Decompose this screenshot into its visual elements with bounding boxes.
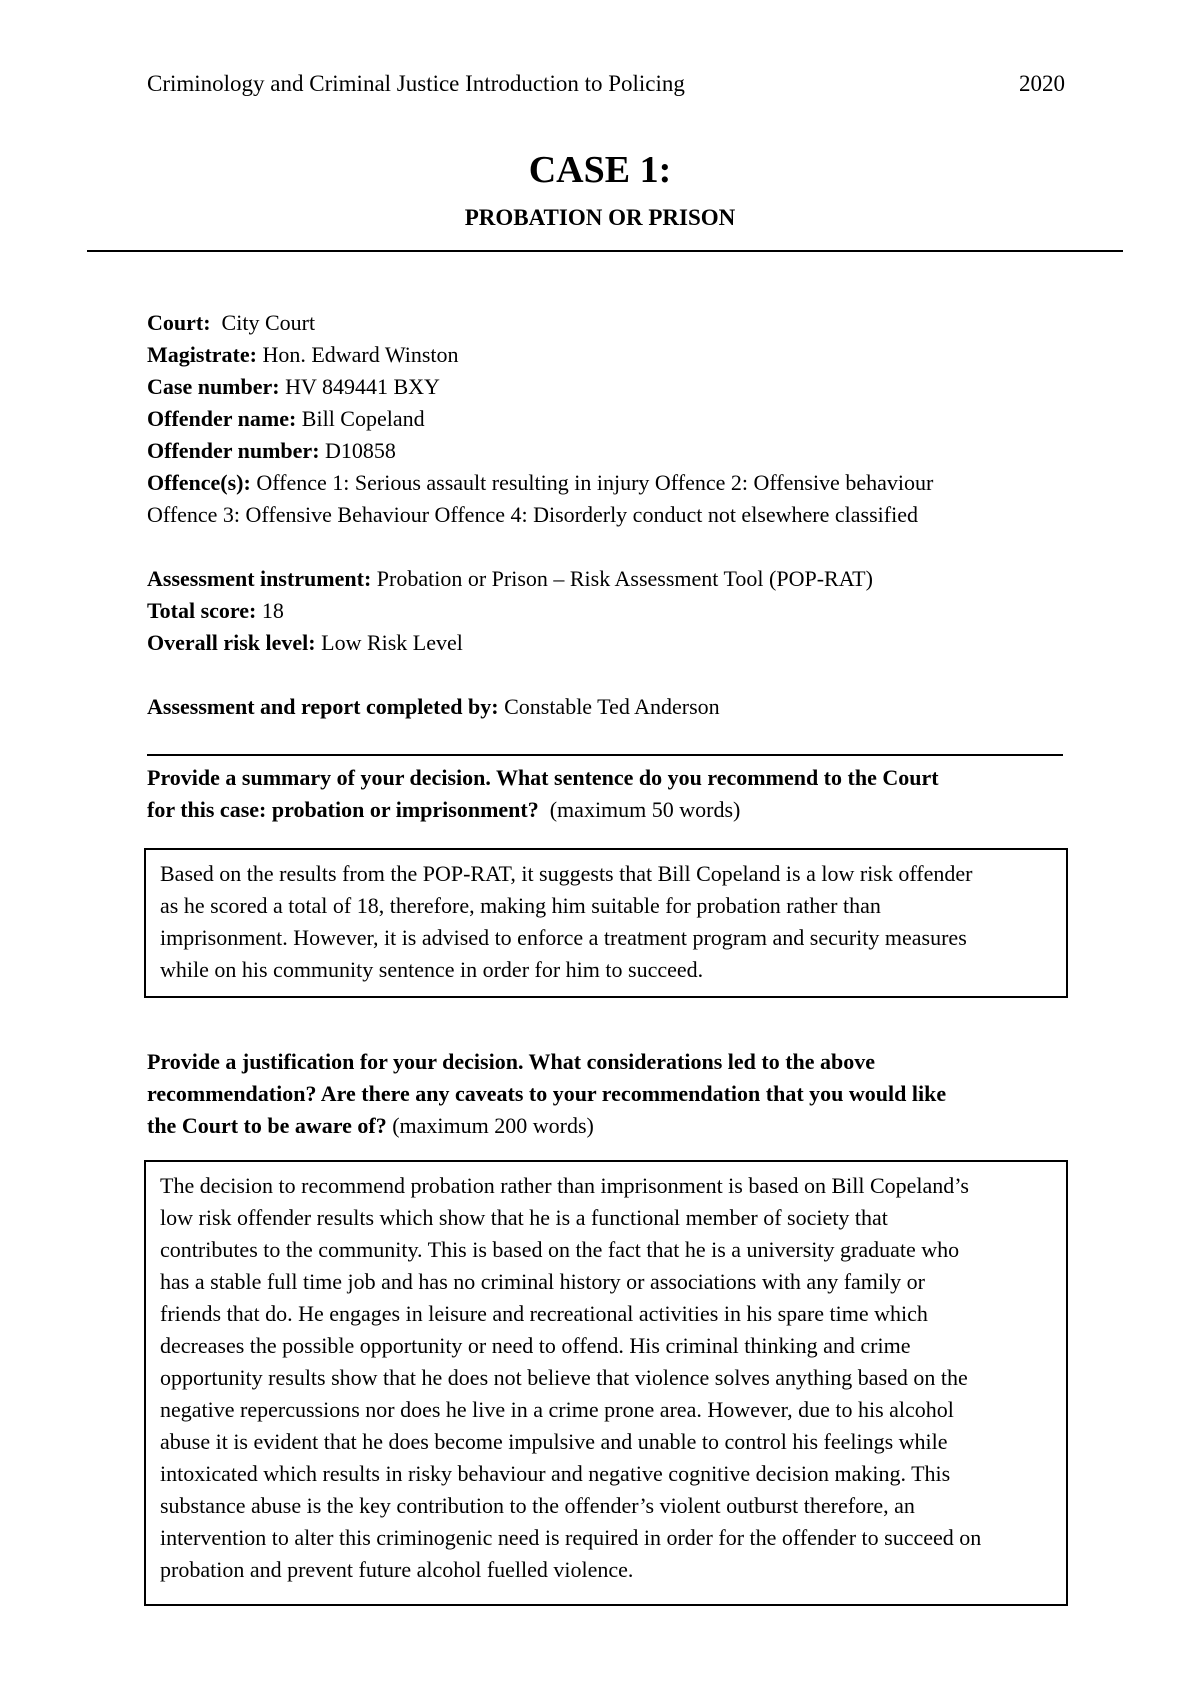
offender-number-label: Offender number: [147, 438, 320, 463]
summary-question-line-1 [147, 762, 1077, 794]
justification-answer-line: intoxicated which results in risky behaviour and negative cognitive decision making. This [160, 1461, 951, 1486]
risk-level-value: Low Risk Level [321, 630, 463, 655]
justification-answer-line: intervention to alter this criminogenic need is required in order for the offender to succeed on [160, 1525, 982, 1550]
justification-word-limit: (maximum 200 words) [392, 1113, 594, 1138]
case-number-value: HV 849441 BXY [285, 374, 440, 399]
offences-line-1: Offence 1: Serious assault resulting in injury Offence 2: Offensive behaviour [256, 470, 934, 495]
header-course-title: Criminology and Criminal Justice Introduction to Policing [147, 71, 685, 96]
justification-answer-line: has a stable full time job and has no criminal history or associations with any family or [160, 1269, 925, 1294]
justification-answer-line: probation and prevent future alcohol fuelled violence. [160, 1557, 634, 1582]
title-divider [87, 250, 1123, 252]
risk-level-label: Overall risk level: [147, 630, 316, 655]
spacer [147, 659, 1077, 691]
justification-answer-line: abuse it is evident that he does become impulsive and unable to control his feelings while [160, 1429, 948, 1454]
justification-answer-box[interactable] [144, 1160, 1068, 1606]
offences-row [147, 467, 1077, 499]
summary-answer-line: Based on the results from the POP-RAT, it suggests that Bill Copeland is a low risk offender [160, 861, 973, 886]
header-year: 2020 [1019, 71, 1065, 96]
justification-answer-line: low risk offender results which show that he is a functional member of society that [160, 1205, 888, 1230]
offender-name-value: Bill Copeland [301, 406, 425, 431]
offender-number-row [147, 435, 1077, 467]
justification-answer-line: negative repercussions nor does he live in a crime prone area. However, due to his alcohol [160, 1397, 954, 1422]
completed-by-row [147, 691, 1077, 723]
justification-question-text-2: recommendation? Are there any caveats to your recommendation that you would like [147, 1081, 947, 1106]
summary-answer-line: while on his community sentence in order for him to succeed. [160, 957, 704, 982]
justification-answer-line: decreases the possible opportunity or need to offend. His criminal thinking and crime [160, 1333, 911, 1358]
page-header [147, 70, 1065, 98]
justification-answer-line: The decision to recommend probation rather than imprisonment is based on Bill Copeland’s [160, 1173, 969, 1198]
instrument-value: Probation or Prison – Risk Assessment Tool (POP-RAT) [376, 566, 873, 591]
summary-word-limit: (maximum 50 words) [549, 797, 741, 822]
magistrate-row [147, 339, 1077, 371]
case-number-label: Case number: [147, 374, 280, 399]
case-title: CASE 1: [528, 149, 672, 191]
justification-answer-line: substance abuse is the key contribution to the offender’s violent outburst therefore, an [160, 1493, 915, 1518]
total-score-label: Total score: [147, 598, 257, 623]
court-value: City Court [221, 310, 316, 335]
court-row [147, 307, 1077, 339]
summary-question [147, 762, 1077, 826]
justification-question-line-2 [147, 1078, 1077, 1110]
summary-question-text-2: for this case: probation or imprisonment? [147, 797, 539, 822]
justification-answer-line: opportunity results show that he does not believe that violence solves anything based on the [160, 1365, 968, 1390]
section-divider [147, 754, 1063, 756]
offender-number-value: D10858 [325, 438, 396, 463]
total-score-row [147, 595, 1077, 627]
offences-line-2: Offence 3: Offensive Behaviour Offence 4: Disorderly conduct not elsewhere classified [147, 502, 918, 527]
justification-question [147, 1046, 1077, 1142]
justification-answer-line: contributes to the community. This is based on the fact that he is a university graduate who [160, 1237, 960, 1262]
court-label: Court: [147, 310, 211, 335]
summary-answer-line: as he scored a total of 18, therefore, making him suitable for probation rather than [160, 893, 881, 918]
case-number-row [147, 371, 1077, 403]
instrument-label: Assessment instrument: [147, 566, 372, 591]
completed-by-label: Assessment and report completed by: [147, 694, 499, 719]
justification-question-text-1: Provide a justification for your decision. What considerations led to the above [147, 1049, 876, 1074]
spacer [147, 531, 1077, 563]
case-details [147, 307, 1077, 723]
instrument-row [147, 563, 1077, 595]
summary-question-line-2 [147, 794, 1077, 826]
offender-name-row [147, 403, 1077, 435]
total-score-value: 18 [261, 598, 284, 623]
offender-name-label: Offender name: [147, 406, 297, 431]
completed-by-value: Constable Ted Anderson [504, 694, 720, 719]
risk-level-row [147, 627, 1077, 659]
justification-answer-line: friends that do. He engages in leisure and recreational activities in his spare time which [160, 1301, 928, 1326]
summary-question-text-1: Provide a summary of your decision. What sentence do you recommend to the Court [147, 765, 939, 790]
magistrate-label: Magistrate: [147, 342, 257, 367]
summary-answer-box[interactable] [144, 848, 1068, 998]
offences-label: Offence(s): [147, 470, 251, 495]
magistrate-value: Hon. Edward Winston [262, 342, 459, 367]
justification-question-line-3 [147, 1110, 1077, 1142]
justification-question-line-1 [147, 1046, 1077, 1078]
summary-answer-line: imprisonment. However, it is advised to enforce a treatment program and security measures [160, 925, 967, 950]
case-subtitle: PROBATION OR PRISON [464, 205, 736, 230]
justification-question-text-3: the Court to be aware of? [147, 1113, 387, 1138]
offences-row-continued [147, 499, 1077, 531]
